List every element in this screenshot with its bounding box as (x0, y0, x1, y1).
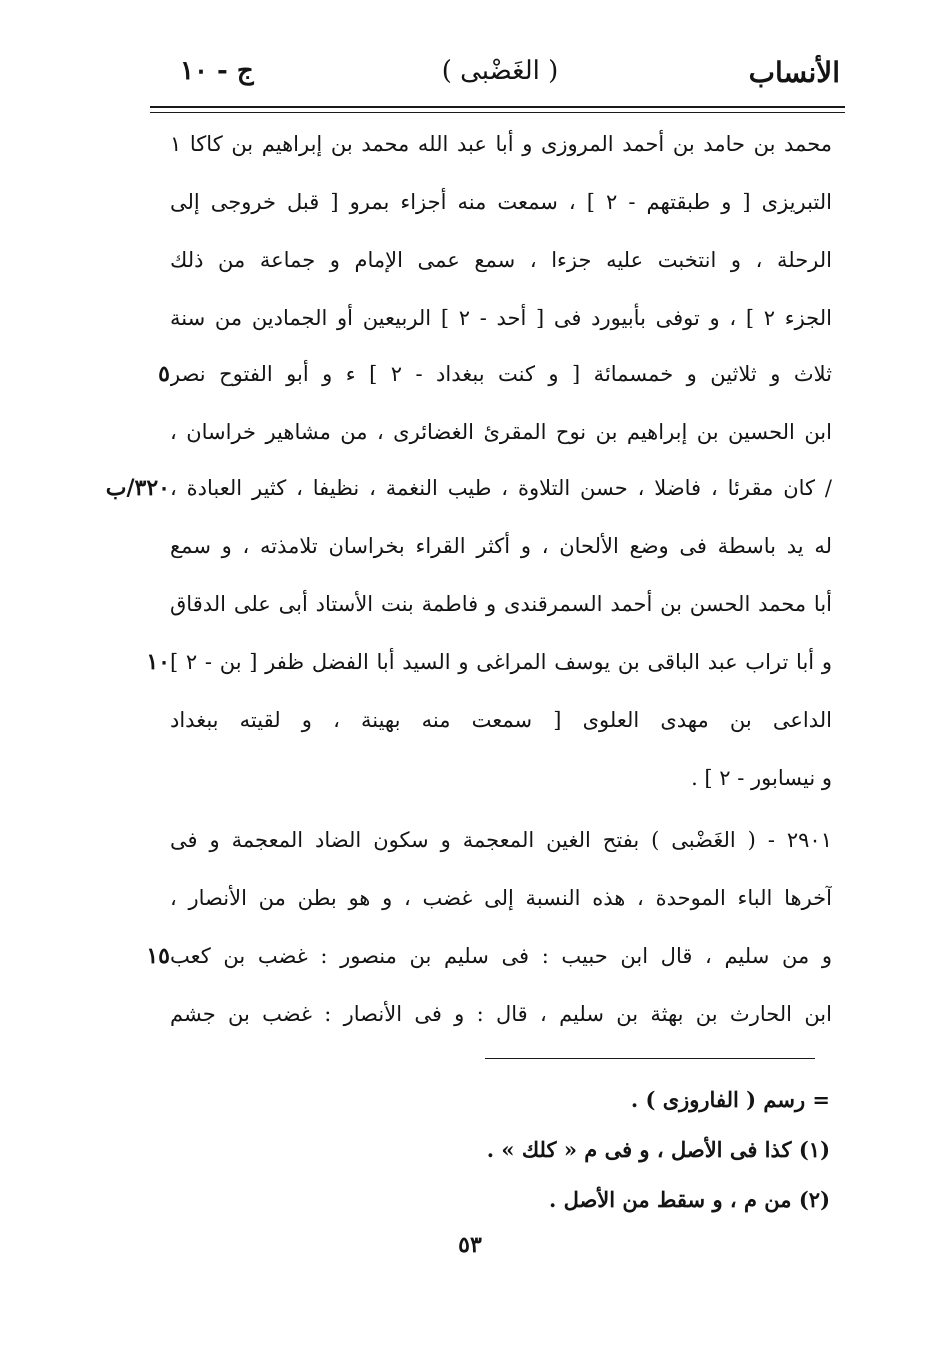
text-line-3: الرحلة ، و انتخبت عليه جزءا ، سمع عمى الإمام و جماعة من ذلك (170, 248, 832, 272)
line-number-10: ١٠ (146, 649, 170, 675)
text-line-8: له يد باسطة فى وضع الألحان ، و أكثر القراء بخراسان تلامذته ، و سمع (170, 534, 832, 558)
section-title: ( الغَضْبى ) (441, 56, 559, 86)
text-line-12: و نيسابور - ٢ ] . (691, 766, 832, 790)
volume-label: ج - ١٠ (180, 56, 254, 86)
text-line-5: ثلاث و ثلاثين و خمسمائة [ و كنت ببغداد - ٢ ] ء و أبو الفتوح نصر (170, 362, 832, 386)
line-number-5: ٥ (158, 361, 170, 387)
footnote-2: (٢) من م ، و سقط من الأصل . (548, 1187, 830, 1212)
entry-heading-line: ٢٩٠١ - ( الغَضْبى ) بفتح الغين المعجمة و سكون الضاد المعجمة و فى (170, 828, 832, 852)
book-title: الأنساب (748, 56, 840, 89)
footnote-continued: = رسم ( الفاروزى ) . (630, 1087, 830, 1112)
running-header (150, 56, 840, 96)
text-line-14: آخرها الباء الموحدة ، هذه النسبة إلى غضب ، و هو بطن من الأنصار ، (170, 886, 832, 910)
footnote-rule (485, 1058, 815, 1059)
text-line-1: محمد بن حامد بن أحمد المروزى و أبا عبد الله محمد بن إبراهيم بن كاكا ١ (170, 132, 832, 156)
folio-marker: ٣٢٠/ب (105, 475, 170, 501)
text-line-9: أبا محمد الحسن بن أحمد السمرقندى و فاطمة بنت الأستاد أبى على الدقاق (170, 592, 832, 616)
text-line-4: الجزء ٢ ] ، و توفى بأبيورد فى [ أحد - ٢ ] الربيعين أو الجمادين من سنة (170, 306, 832, 330)
footnote-1: (١) كذا فى الأصل ، و فى م « كلك » . (486, 1137, 830, 1162)
text-line-6: ابن الحسين بن إبراهيم بن نوح المقرئ الغضائرى ، من مشاهير خراسان ، (170, 420, 832, 444)
text-line-16: ابن الحارث بن بهثة بن سليم ، قال : و فى الأنصار : غضب بن جشم (170, 1002, 832, 1026)
text-line-15: و من سليم ، قال ابن حبيب : فى سليم بن منصور : غضب بن كعب (170, 944, 832, 968)
line-number-15: ١٥ (146, 943, 170, 969)
text-line-11: الداعى بن مهدى العلوى [ سمعت منه بهينة ، و لقيته ببغداد (170, 708, 832, 732)
header-rule-thin (150, 112, 845, 113)
text-line-10: و أبا تراب عبد الباقى بن يوسف المراغى و السيد أبا الفضل ظفر [ بن - ٢ ] (170, 650, 832, 674)
header-rule-thick (150, 106, 845, 108)
text-line-7: / كان مقرئا ، فاضلا ، حسن التلاوة ، طيب النغمة ، نظيفا ، كثير العبادة ، (170, 476, 832, 500)
text-line-2: التبريزى [ و طبقتهم - ٢ ] ، سمعت منه أجزاء بمرو [ قبل خروجى إلى (170, 190, 832, 214)
page-number: ٥٣ (458, 1232, 482, 1258)
